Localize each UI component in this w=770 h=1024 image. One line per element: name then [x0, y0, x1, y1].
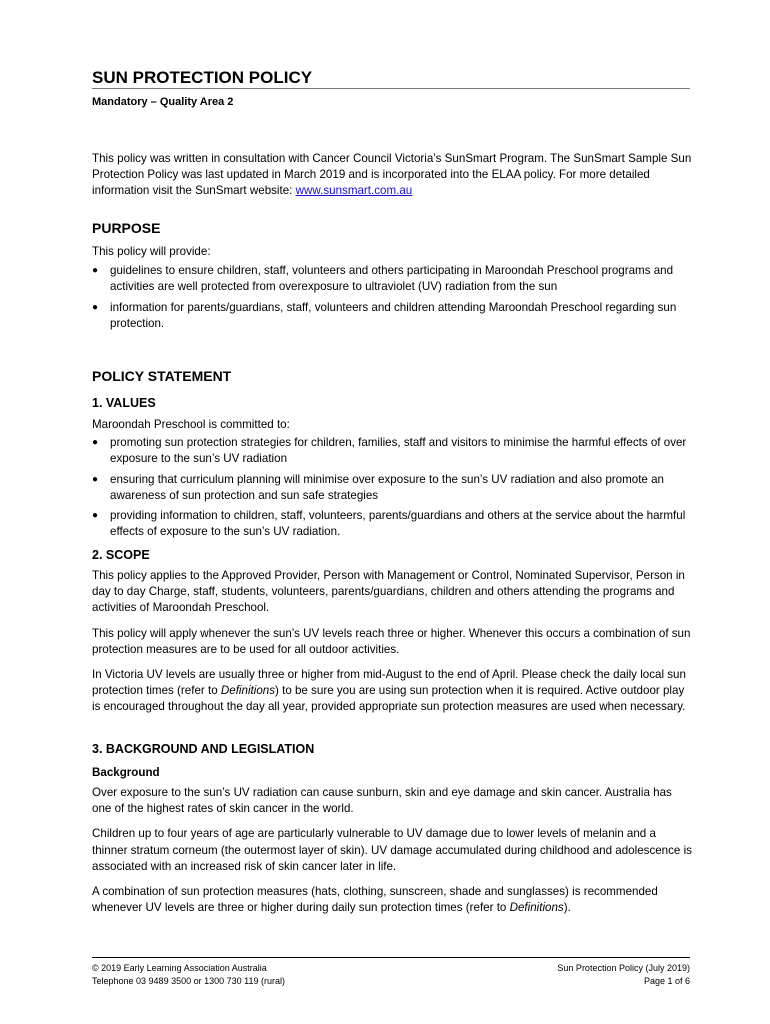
purpose-heading: PURPOSE	[92, 220, 161, 236]
footer-telephone: Telephone 03 9489 3500 or 1300 730 119 (rural)	[92, 976, 285, 986]
bullet-icon: ●	[92, 437, 99, 449]
scope-heading: 2. SCOPE	[92, 548, 150, 562]
values-list	[92, 435, 692, 540]
footer-copyright: © 2019 Early Learning Association Australia	[92, 963, 267, 973]
footer-left	[92, 962, 285, 988]
background-paragraph-1: Over exposure to the sun’s UV radiation can cause sunburn, skin and eye damage and skin cancer. Australia has one of the highest rates of skin cancer in the world.	[92, 786, 672, 816]
bullet-icon: ●	[92, 473, 99, 485]
document-subtitle: Mandatory – Quality Area 2	[92, 96, 234, 108]
footer-right	[557, 962, 690, 988]
background-subheading: Background	[92, 766, 160, 779]
purpose-list	[92, 263, 692, 332]
background-paragraph-3: A combination of sun protection measures (hats, clothing, sunscreen, shade and sunglasses) is recommended whenever UV levels are three or higher during daily sun protection times (refer to Definitions).	[92, 885, 658, 915]
scope-paragraph-2: This policy will apply whenever the sun’s UV levels reach three or higher. Whenever this occurs a combination of sun protection measures are to be used for all outdoor activities.	[92, 626, 691, 656]
background-section	[92, 785, 692, 916]
intro-text: This policy was written in consultation with Cancer Council Victoria’s SunSmart Program. The SunSmart Sample Sun Protection Policy was last updated in March 2019 and is incorporated into the ELAA policy. For more detailed information visit the SunSmart website:	[92, 152, 692, 198]
list-item: ● promoting sun protection strategies for children, families, staff and visitors to minimise the harmful effects of over exposure to the sun’s UV radiation	[92, 436, 687, 466]
values-lead: Maroondah Preschool is committed to:	[92, 418, 290, 431]
footer-page-number: Page 1 of 6	[643, 976, 690, 986]
values-section	[92, 417, 692, 544]
purpose-section	[92, 244, 692, 336]
list-item: ● guidelines to ensure children, staff, volunteers and others participating in Maroondah Preschool programs and activities are well protected from overexposure to ultraviolet (UV) radiation from the sun	[92, 264, 674, 294]
scope-paragraph-1: This policy applies to the Approved Provider, Person with Management or Control, Nominated Supervisor, Person in day to day Charge, staff, students, volunteers, parents/guardians, children and others attending the programs and activities of Maroondah Preschool.	[92, 569, 685, 615]
scope-paragraph-3: In Victoria UV levels are usually three or higher from mid-August to the end of April. Please check the daily local sun protection times (refer to Definitions) to be sure you are using sun protection when it is required. Active outdoor play is encouraged throughout the day all year, provided appropriate sun protection measures are used when necessary.	[92, 668, 686, 714]
background-heading: 3. BACKGROUND AND LEGISLATION	[92, 742, 315, 756]
bullet-icon: ●	[92, 301, 99, 313]
sunsmart-link[interactable]: www.sunsmart.com.au	[295, 184, 413, 198]
document-page	[92, 0, 690, 1024]
scope-section	[92, 568, 692, 716]
values-heading: 1. VALUES	[92, 396, 156, 410]
list-item: ● ensuring that curriculum planning will minimise over exposure to the sun’s UV radiation and also promote an awareness of sun protection and sun safe strategies	[92, 472, 664, 502]
policy-statement-heading: POLICY STATEMENT	[92, 368, 232, 384]
document-title: SUN PROTECTION POLICY	[92, 68, 690, 89]
purpose-lead: This policy will provide:	[92, 245, 211, 258]
list-item: ● information for parents/guardians, staff, volunteers and children attending Maroondah Preschool regarding sun protection.	[92, 300, 677, 330]
background-paragraph-2: Children up to four years of age are particularly vulnerable to UV damage due to lower levels of melanin and a thinner stratum corneum (the outermost layer of skin). UV damage accumulated during childhood and adolescence is associated with an increased risk of skin cancer later in life.	[92, 827, 692, 873]
footer-divider	[92, 957, 690, 958]
footer-document-name: Sun Protection Policy (July 2019)	[557, 963, 690, 973]
bullet-icon: ●	[92, 265, 99, 277]
intro-paragraph	[92, 151, 692, 200]
list-item: ● providing information to children, staff, volunteers, parents/guardians and others at the service about the harmful effects of exposure to the sun’s UV radiation.	[92, 509, 686, 539]
bullet-icon: ●	[92, 510, 99, 522]
